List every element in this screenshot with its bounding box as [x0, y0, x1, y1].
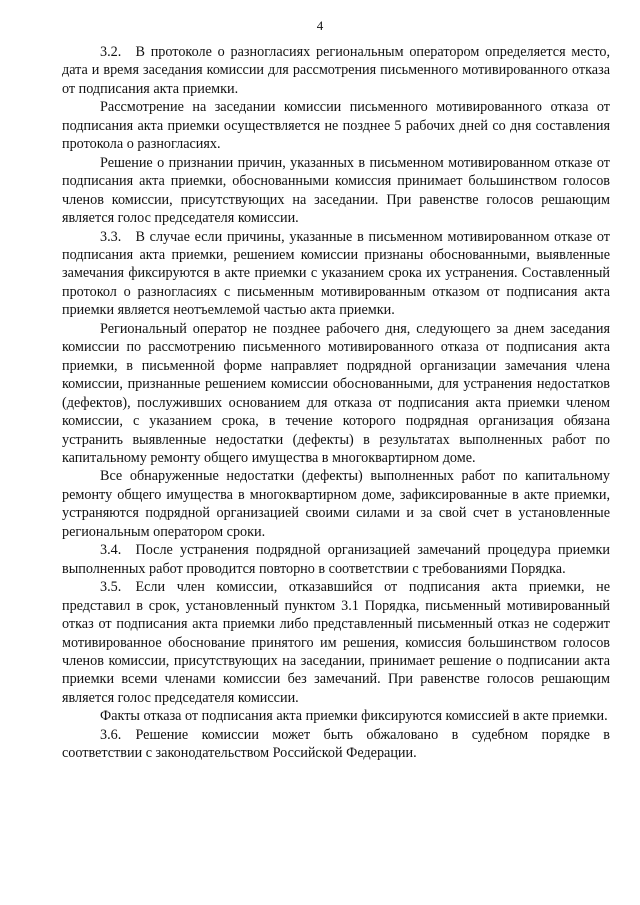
paragraph-3-4: 3.4. После устранения подрядной организацией замечаний процедура приемки выполненных работ проводится повторно в соответствии с требованиями Порядка. [62, 542, 610, 577]
paragraph-3-3: 3.3. В случае если причины, указанные в письменном мотивированном отказе от подписания акта приемки, решением комиссии признаны обоснованными, выявленные замечания фиксируются в акте приемки с указанием срока их устранения. Составленный протокол о разногласиях с письменным мотивированным отказом от подписания акта приемки является неотъемлемой частью акта приемки. [62, 228, 610, 319]
paragraph-3-5: 3.5. Если член комиссии, отказавшийся от подписания акта приемки, не представил в срок, установленный пунктом 3.1 Порядка, письменный мотивированный отказ от подписания акта приемки либо представленный письменный отказ не содержит мотивированное обоснование принятого им решения, комиссия большинством голосов членов комиссии, присутствующих на заседании, принимает решение о подписании акта приемки всеми членами комиссии без замечаний. При равенстве голосов решающим является голос председателя комиссии. [62, 579, 610, 706]
paragraph-3-6: 3.6. Решение комиссии может быть обжаловано в судебном порядке в соответствии с законодательством Российской Федерации. [62, 726, 610, 762]
paragraph-refusal-facts: Факты отказа от подписания акта приемки фиксируются комиссией в акте приемки. [100, 708, 608, 725]
paragraph-commission-review-term: Рассмотрение на заседании комиссии письменного мотивированного отказа от подписания акта приемки осуществляется не позднее 5 рабочих дней со дня составления протокола о разногласиях. [62, 99, 610, 153]
paragraph-3-2: 3.2. В протоколе о разногласиях региональным оператором определяется место, дата и время заседания комиссии для рассмотрения письменного мотивированного отказа от подписания акта приемки. [62, 44, 610, 97]
page-number: 4 [316, 18, 324, 33]
paragraph-defects-correction: Все обнаруженные недостатки (дефекты) выполненных работ по капитальному ремонту общего имущества в многоквартирном доме, зафиксированные в акте приемки, устраняются подрядной организацией своими силами и за свой счет в установленные региональным оператором сроки. [62, 468, 610, 540]
paragraph-commission-decision: Решение о признании причин, указанных в письменном мотивированном отказе от подписания акта приемки, обоснованными комиссия принимает большинством голосов членов комиссии, присутствующих на заседании. При равенстве голосов решающим является голос председателя комиссии. [62, 154, 610, 227]
paragraph-operator-notification: Региональный оператор не позднее рабочего дня, следующего за днем заседания комиссии по рассмотрению письменного мотивированного отказа от подписания акта приемки, в письменной форме направляет подрядной организации замечания члена комиссии, признанные решением комиссии обоснованными, для устранения недостатков (дефектов), послуживших основанием для отказа от подписания акта приемки членом комиссии, с указанием срока, в течение которого подрядная организация обязана устранить выявленные недостатки (дефекты) в результатах выполненных работ по капитальному ремонту общего имущества в многоквартирном доме. [62, 320, 610, 466]
document-body [62, 43, 610, 763]
